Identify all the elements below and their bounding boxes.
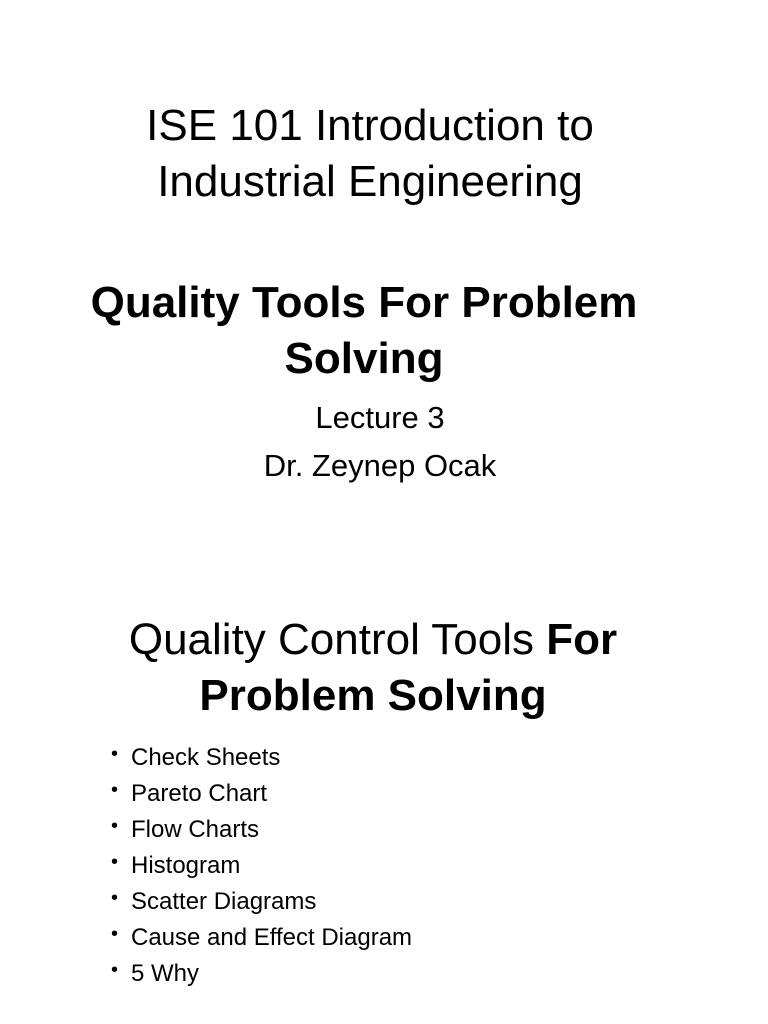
tools-slide: [0, 512, 768, 1024]
list-item: [108, 920, 412, 956]
lecture-title: [0, 275, 728, 387]
bullet-icon: •: [111, 779, 119, 801]
course-title-line-2: Industrial Engineering: [157, 157, 583, 206]
list-item: [108, 848, 412, 884]
tools-slide-title: [0, 612, 746, 724]
list-item-label: Flow Charts: [131, 816, 260, 843]
lecture-title-line-2: Solving: [284, 334, 444, 383]
lecture-number: Lecture 3: [315, 400, 445, 435]
tools-title-bold-2: Problem Solving: [199, 671, 547, 720]
tools-title-bold-1: For: [546, 615, 618, 664]
course-title-line-1: ISE 101 Introduction to: [146, 101, 594, 150]
bullet-icon: •: [111, 743, 119, 765]
list-item-label: Check Sheets: [131, 744, 281, 771]
bullet-icon: •: [111, 959, 119, 981]
list-item-label: 5 Why: [131, 960, 200, 987]
list-item-label: Histogram: [131, 852, 241, 879]
list-item-label: Cause and Effect Diagram: [131, 924, 413, 951]
list-item-label: Scatter Diagrams: [131, 888, 317, 915]
author-name: Dr. Zeynep Ocak: [263, 448, 497, 483]
list-item: [108, 812, 412, 848]
tools-title-regular: Quality Control Tools: [128, 615, 547, 664]
bullet-icon: •: [111, 815, 119, 837]
tools-title-line-1: [0, 612, 746, 668]
course-title: [0, 98, 740, 210]
list-item-label: Pareto Chart: [131, 780, 268, 807]
list-item: [108, 740, 412, 776]
list-item: [108, 956, 412, 992]
list-item: [108, 884, 412, 920]
list-item: [108, 776, 412, 812]
bullet-icon: •: [111, 923, 119, 945]
tool-list: [108, 740, 412, 992]
lecture-title-line-1: Quality Tools For Problem: [90, 278, 638, 327]
bullet-icon: •: [111, 887, 119, 909]
bullet-icon: •: [111, 851, 119, 873]
